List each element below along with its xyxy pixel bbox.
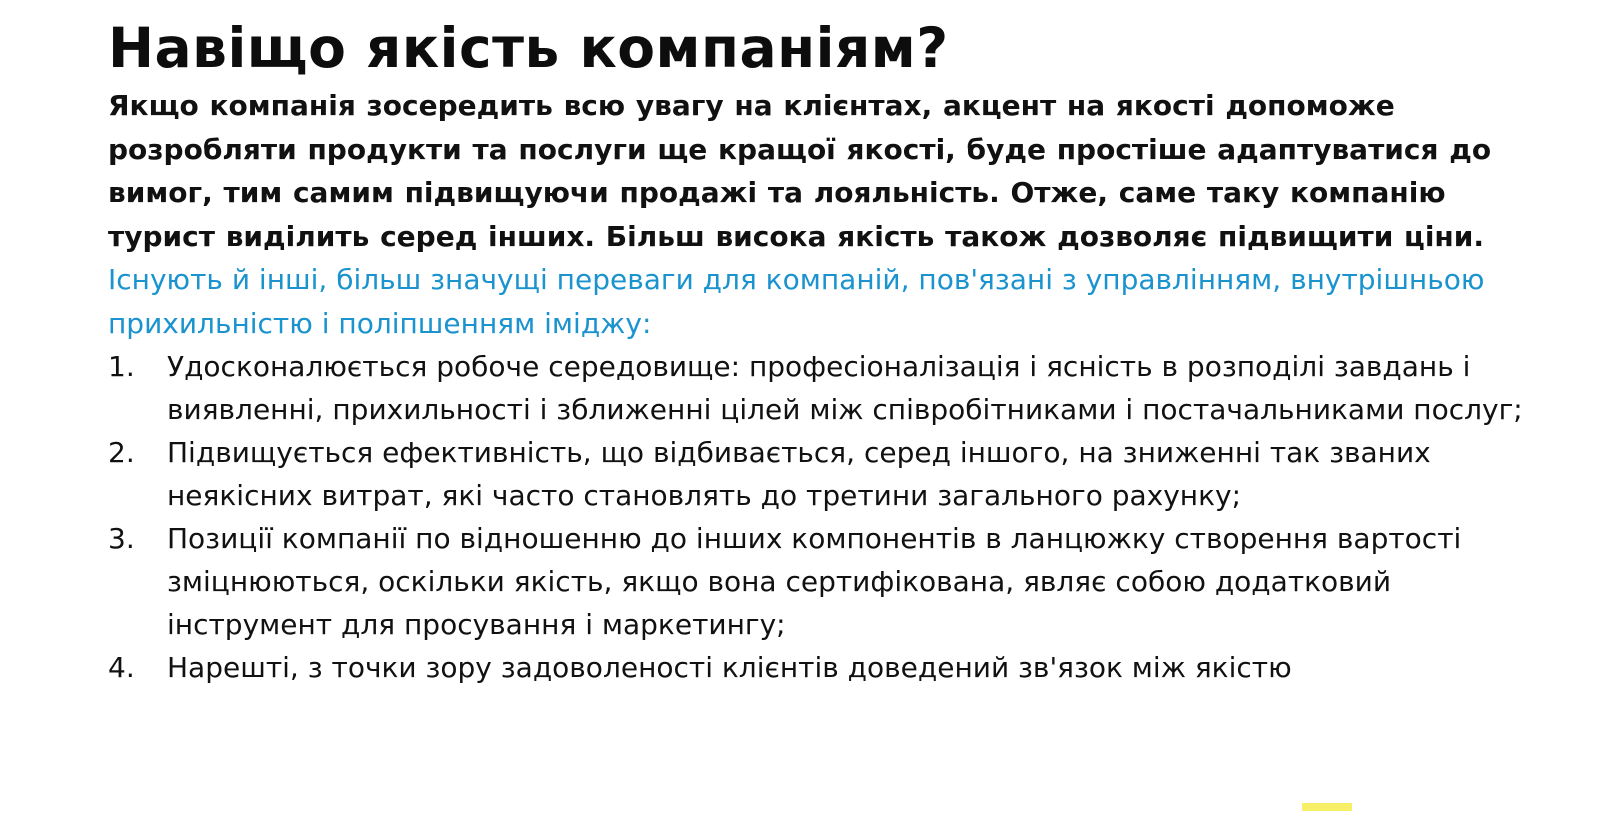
benefit-number: 4. — [108, 651, 135, 684]
benefit-number: 2. — [108, 436, 135, 469]
benefit-number: 1. — [108, 350, 135, 383]
slide-content — [108, 0, 1528, 689]
slide-title: Навіщо якість компаніям? — [108, 16, 949, 80]
benefit-number: 3. — [108, 522, 135, 555]
highlight-paragraph: Існують й інші, більш значущі переваги для компаній, пов'язані з управлінням, внутрішньою прихильністю і поліпшенням іміджу: — [108, 263, 1485, 340]
benefit-text: Підвищується ефективність, що відбивається, серед іншого, на зниженні так званих неякісних витрат, які часто становлять до третини загального рахунку; — [167, 436, 1431, 512]
benefit-text: Нарешті, з точки зору задоволеності клієнтів доведений зв'язок між якістю — [167, 651, 1292, 684]
intro-paragraph: Якщо компанія зосередить всю увагу на клієнтах, акцент на якості допоможе розробляти продукти та послуги ще кращої якості, буде простіше адаптуватися до вимог, тим самим підвищуючи продажі та лояльність. Отже, саме таку компанію турист виділить серед інших. Більш висока якість також дозволяє підвищити ціни. — [108, 89, 1492, 253]
benefit-text: Позиції компанії по відношенню до інших компонентів в ланцюжку створення вартості зміцнюються, оскільки якість, якщо вона сертифікована, являє собою додатковий інструмент для просування і маркетингу; — [167, 522, 1462, 641]
benefit-item — [108, 517, 1528, 646]
benefit-item — [108, 345, 1528, 431]
benefit-text: Удосконалюється робоче середовище: професіоналізація і ясність в розподілі завдань і виявленні, прихильності і зближенні цілей між співробітниками і постачальниками послуг; — [167, 350, 1523, 426]
benefit-item — [108, 431, 1528, 517]
benefit-item — [108, 646, 1528, 689]
benefits-list — [108, 345, 1528, 689]
highlighter-mark — [1302, 803, 1352, 811]
